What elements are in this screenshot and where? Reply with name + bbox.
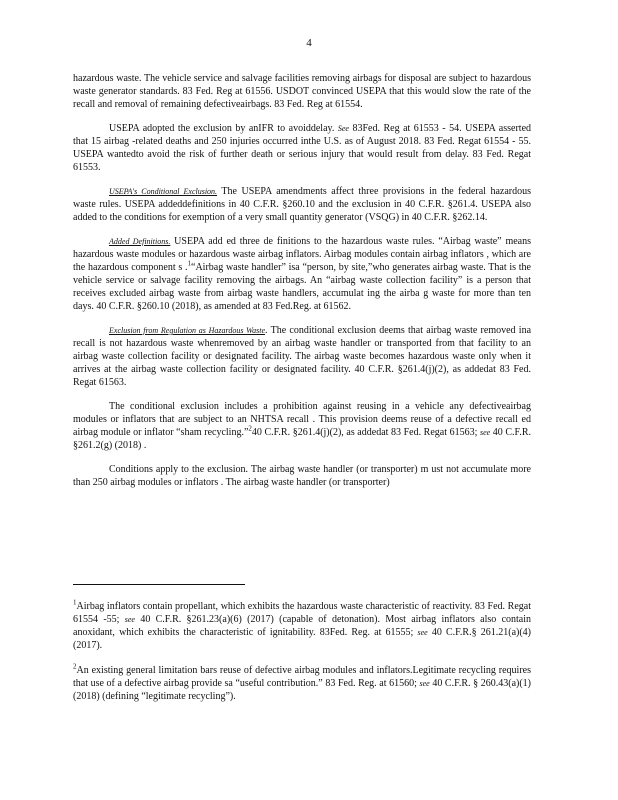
footnote-text: Airbag inflators contain propellant, which exhibits the hazardous waste characteristic of reactivity. 83 Fed. Regat 61554 -55; [73, 601, 531, 625]
paragraph-text: . The conditional exclusion deems that airbag waste removed ina recall is not hazardous waste whenremoved by an airbag waste handler or transported from that facility to an airbag waste collection facility or designated facility. The airbag waste becomes hazardous waste only when it arrives at the airbag waste collection facility or designated facility. 40 C.F.R. §261.4(j)(2), as addedat 83 Fed. Regat 61563. [73, 325, 532, 388]
paragraph-4 [73, 235, 531, 313]
paragraph-3 [73, 185, 531, 224]
footnote-text: An existing general limitation bars reuse of defective airbag modules and inflators.Legitimate recycling requires that use of a defective airbag provide sa “useful contribution.” 83 Fed. Reg. at 61560; [73, 665, 531, 689]
citation-signal: see [479, 428, 491, 437]
footnotes [73, 600, 531, 715]
footnote-ref[interactable]: 2 [248, 424, 252, 433]
footnote-number: 1 [73, 598, 77, 607]
paragraph-2 [73, 122, 531, 174]
paragraph-text: The conditional exclusion includes a prohibition against reusing in a vehicle any defectiveairbag modules or inflators that are subject to an NHTSA recall . This provision deems reuse of a defective recall ed airbag module or inflator “sham recycling.” [73, 401, 531, 438]
footnote-number: 2 [73, 662, 77, 671]
paragraph-1 [73, 72, 531, 111]
footnote-1 [73, 600, 531, 652]
paragraph-5 [73, 324, 531, 389]
footnote-text: 40 C.F.R. §261.23(a)(6) (2017) (capable of detonation). Most airbag inflators also contain anoxidant, which exhibits the characteristic of ignitability. 83Fed. Reg. at 61555; [73, 614, 532, 638]
citation-signal: see [417, 628, 428, 637]
paragraph-text: Conditions apply to the exclusion. The airbag waste handler (or transporter) m ust not accumulate more than 250 airbag modules or inflators . The airbag waste handler (or transporter) [73, 464, 531, 488]
page-number: 4 [306, 37, 312, 49]
section-heading: USEPA's Conditional Exclusion. [109, 187, 218, 196]
footnote-2 [73, 664, 531, 703]
paragraph-text: hazardous waste. The vehicle service and salvage facilities removing airbags for disposal are subject to hazardous waste generator standards. 83 Fed. Reg at 61556. USDOT convinced USEPA that this would slow the rate of the recall and removal of remaining defectiveairbags. 83 Fed. Reg at 61554. [73, 73, 531, 110]
paragraph-text: 83Fed. Reg at 61553 - 54. USEPA asserted that 15 airbag -related deaths and 250 injuries occurred inthe U.S. as of August 2018. 83 Fed. Regat 61554 - 55. USEPA wantedto avoid the risk of further death or serious injury that would result from delay. 83 Fed. Regat 61553. [73, 123, 532, 173]
footnote-separator [73, 584, 245, 585]
footnote-text: 40 C.F.R. § 260.43(a)(1) (2018) (defining “legitimate recycling”). [73, 678, 532, 702]
paragraph-6 [73, 400, 531, 452]
paragraph-text: 40 C.F.R. §261.4(j)(2), as addedat 83 Fed. Regat 61563; [251, 427, 478, 438]
paragraph-text: “Airbag waste handler” isa “person, by site,”who generates airbag waste. That is the vehicle service or salvage facility removing the airbags. An “airbag waste collection facility” is a person that receives excluded airbag waste from airbag waste handlers, accumulat ing the airba g waste for more than ten days. 40 C.F.R. §260.10 (2018), as amended at 83 Fed.Reg. at 61562. [73, 262, 531, 312]
citation-signal: see [419, 679, 430, 688]
section-heading: Exclusion from Regulation as Hazardous Waste [109, 326, 266, 335]
citation-signal: see [124, 615, 135, 624]
paragraph-text: The USEPA amendments affect three provisions in the federal hazardous waste rules. USEPA addeddefinitions in 40 C.F.R. §260.10 and the exclusion in 40 C.F.R. §261.4. USEPA also added to the conditions for exemption of a very small quantity generator (VSQG) in 40 C.F.R. §262.14. [73, 186, 531, 223]
paragraph-7 [73, 463, 531, 489]
footnote-text: 40 C.F.R.§ 261.21(a)(4) (2017). [73, 627, 531, 651]
footnote-ref[interactable]: 1 [187, 259, 192, 268]
paragraph-text: USEPA adopted the exclusion by anIFR to avoiddelay. [109, 123, 335, 134]
citation-signal: See [337, 124, 349, 133]
paragraph-text: USEPA add ed three de finitions to the hazardous waste rules. “Airbag waste” means hazardous waste modules or hazardous waste airbag inflators. Airbag modules contain airbag inflators , which are the hazardous component s . [73, 236, 531, 273]
section-heading: Added Definitions. [109, 237, 171, 246]
paragraph-text: 40 C.F.R. §261.2(g) (2018) . [73, 427, 531, 451]
body-text [73, 72, 531, 500]
